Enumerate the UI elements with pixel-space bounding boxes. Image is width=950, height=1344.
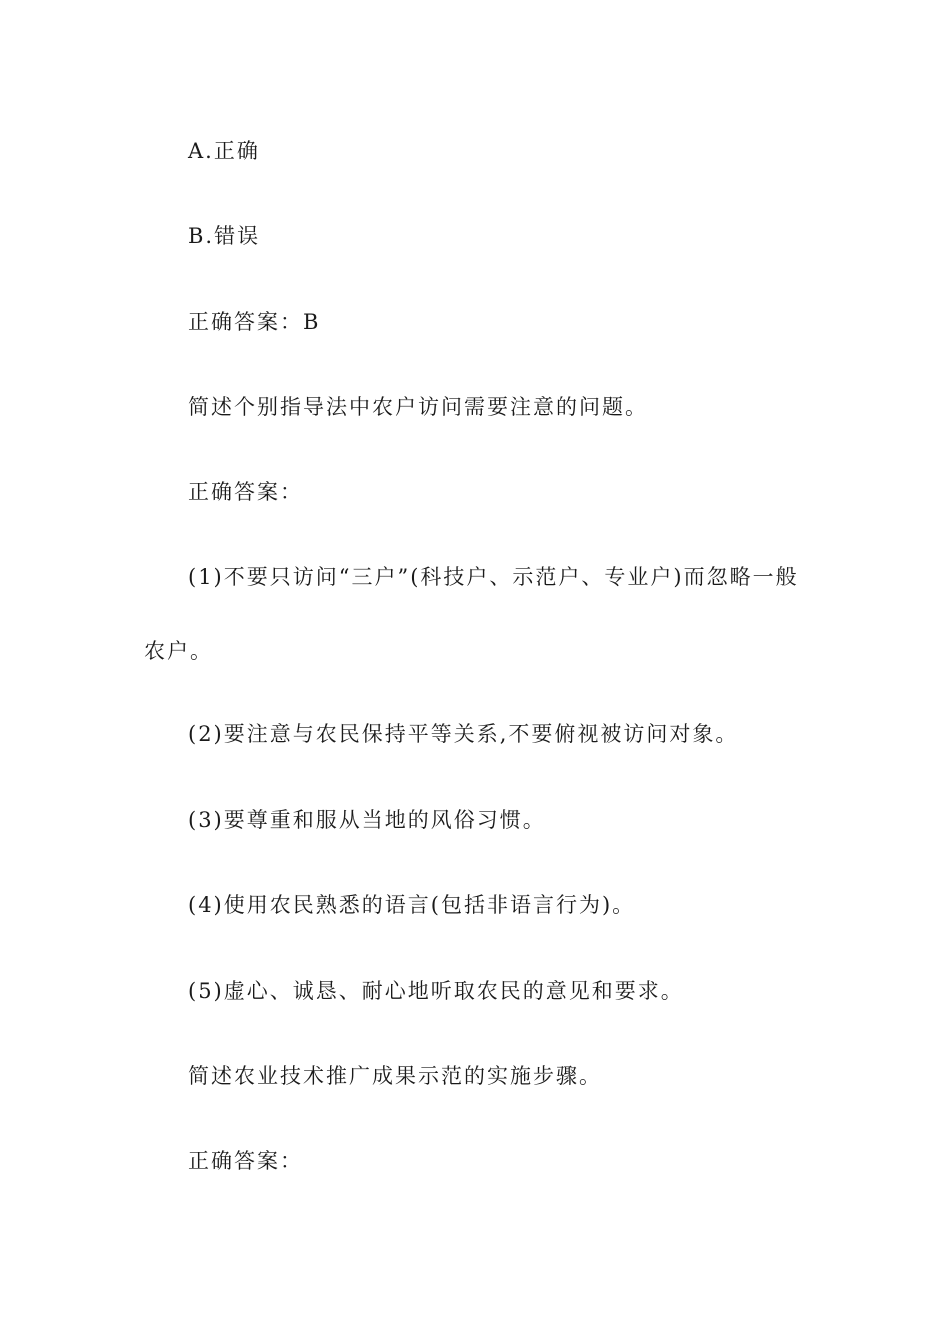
answer-item: (3)要尊重和服从当地的风俗习惯。 — [188, 808, 546, 832]
answer-item: (5)虚心、诚恳、耐心地听取农民的意见和要求。 — [188, 979, 684, 1003]
answer-item-continuation: 农户。 — [144, 639, 213, 663]
answer-label: 正确答案： — [188, 480, 303, 504]
answer-label: 正确答案： — [188, 1149, 303, 1173]
option-a: A.正确 — [188, 139, 260, 163]
answer-item: (4)使用农民熟悉的语言(包括非语言行为)。 — [188, 893, 636, 917]
option-b: B.错误 — [188, 224, 261, 248]
answer-item: (2)要注意与农民保持平等关系,不要俯视被访问对象。 — [188, 722, 739, 746]
answer-label: 正确答案：B — [188, 310, 321, 334]
question-text: 简述个别指导法中农户访问需要注意的问题。 — [188, 395, 648, 419]
question-text: 简述农业技术推广成果示范的实施步骤。 — [188, 1064, 602, 1088]
answer-item: (1)不要只访问“三户”(科技户、示范户、专业户)而忽略一般 — [188, 565, 799, 589]
